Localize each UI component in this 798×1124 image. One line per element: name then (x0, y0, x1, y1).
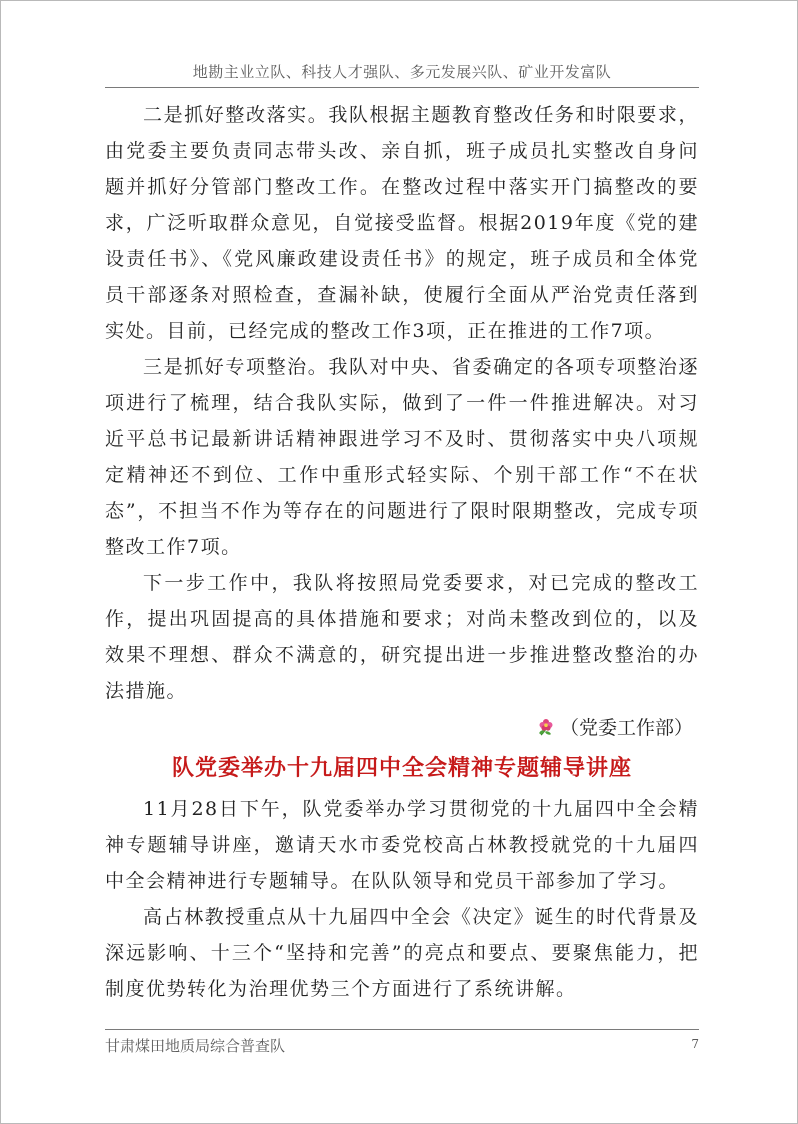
article-title: 队党委举办十九届四中全会精神专题辅导讲座 (171, 756, 632, 781)
page-number: 7 (691, 1037, 699, 1051)
header-divider (105, 87, 699, 88)
body-paragraph: 三是抓好专项整治。我队对中央、省委确定的各项专项整治逐项进行了梳理，结合我队实际，做到了一件一件推进解决。对习近平总书记最新讲话精神跟进学习不及时、贯彻落实中央八项规定精神还不到位、工作中重形式轻实际、个别干部工作“不在状态”，不担当不作为等存在的问题进行了限时限期整改，完成专项整改工作7项。 (105, 356, 699, 558)
signature-text: （党委工作部） (559, 717, 693, 739)
body-paragraph: 高占林教授重点从十九届四中全会《决定》诞生的时代背景及深远影响、十三个“坚持和完善”的亮点和要点、要聚焦能力，把制度优势转化为治理优势三个方面进行了系统讲解。 (105, 906, 699, 1000)
page-body (105, 97, 699, 1007)
flower-icon (536, 717, 556, 737)
body-paragraph: 下一步工作中，我队将按照局党委要求，对已完成的整改工作，提出巩固提高的具体措施和要求；对尚未整改到位的，以及效果不理想、群众不满意的，研究提出进一步推进整改整治的办法措施。 (105, 572, 699, 702)
article-signature (105, 709, 699, 747)
footer-organization: 甘肃煤田地质局综合普查队 (105, 1037, 286, 1055)
page-header: 地勘主业立队、科技人才强队、多元发展兴队、矿业开发富队 (192, 63, 612, 81)
body-paragraph: 11月28日下午，队党委举办学习贯彻党的十九届四中全会精神专题辅导讲座，邀请天水市委党校高占林教授就党的十九届四中全会精神进行专题辅导。在队队领导和党员干部参加了学习。 (105, 798, 699, 892)
footer-divider (105, 1029, 699, 1030)
body-paragraph: 二是抓好整改落实。我队根据主题教育整改任务和时限要求，由党委主要负责同志带头改、亲自抓，班子成员扎实整改自身问题并抓好分管部门整改工作。在整改过程中落实开门搞整改的要求，广泛听取群众意见，自觉接受监督。根据2019年度《党的建设责任书》、《党风廉政建设责任书》的规定，班子成员和全体党员干部逐条对照检查，查漏补缺，使履行全面从严治党责任落到实处。目前，已经完成的整改工作3项，正在推进的工作7项。 (105, 104, 699, 342)
